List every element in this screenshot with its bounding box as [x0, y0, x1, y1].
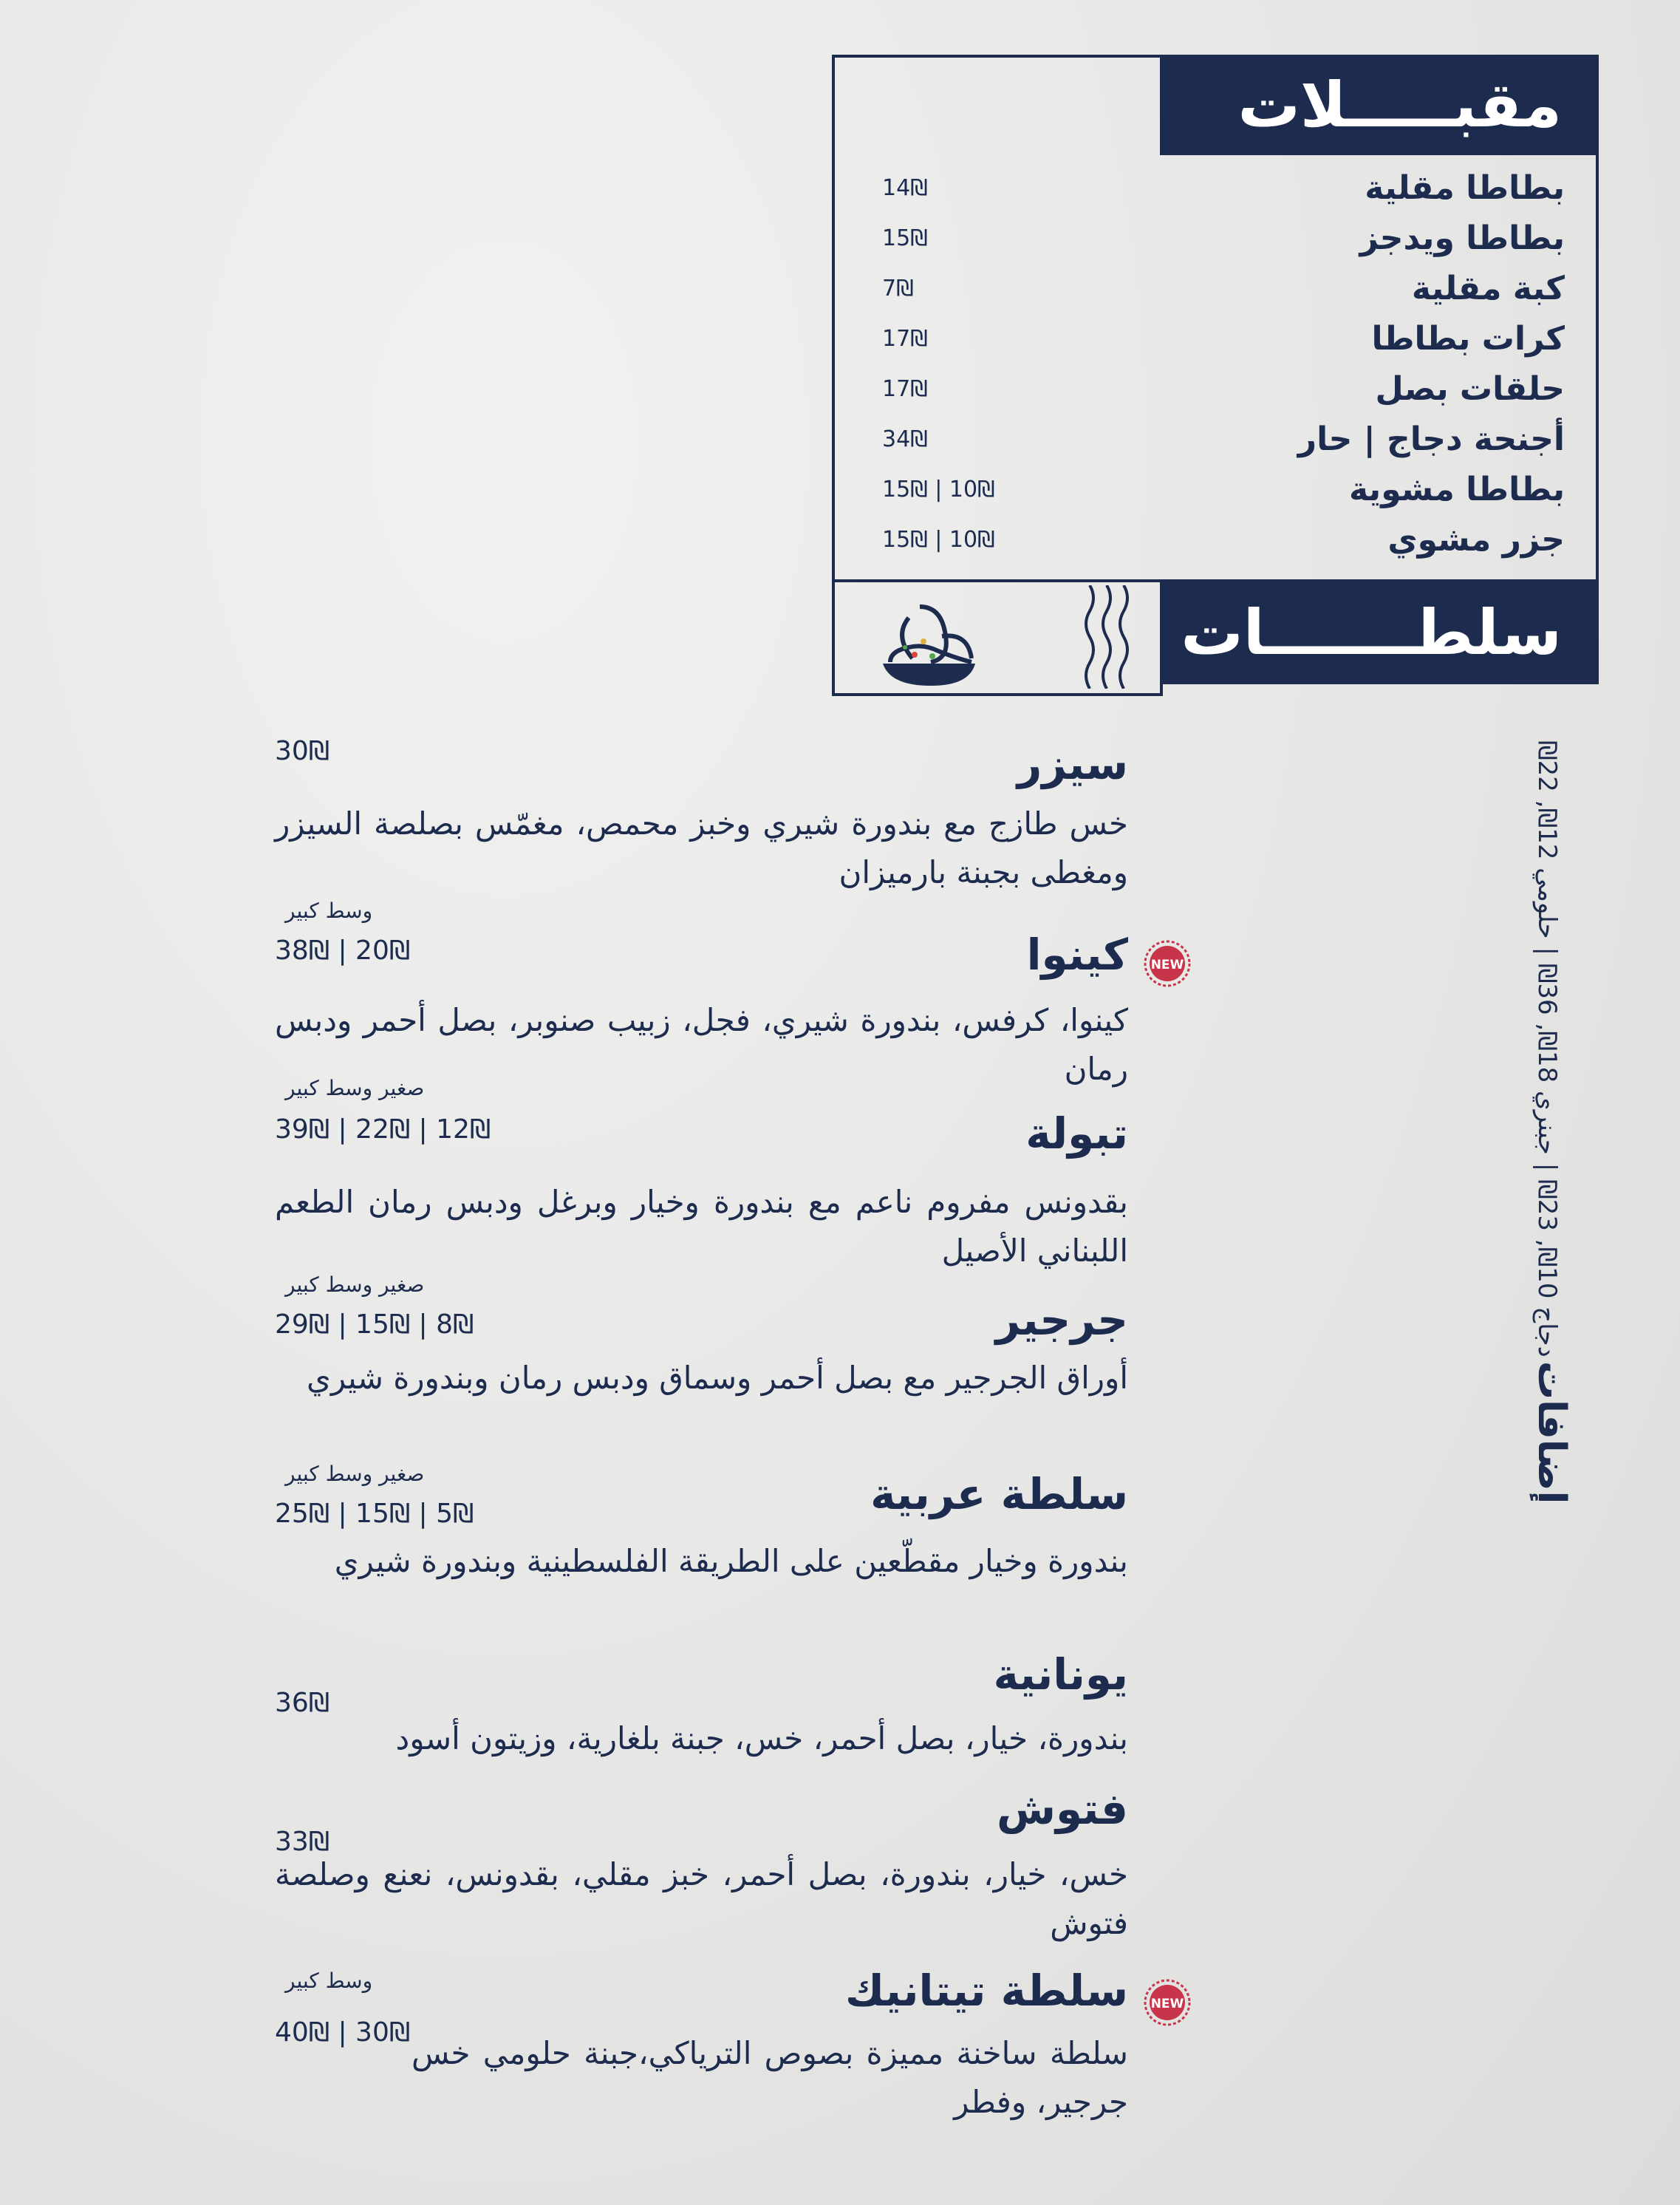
salad-bowl-icon	[879, 596, 983, 692]
appetizer-name: كرات بطاطا	[1371, 320, 1565, 358]
salad-description: بقدونس مفروم ناعم مع بندورة وخيار وبرغل ودبس رمان الطعم اللبناني الأصيل	[275, 1184, 1128, 1269]
appetizer-price: 17₪	[882, 326, 928, 352]
new-badge-text: NEW	[1150, 958, 1184, 972]
appetizer-name: بطاطا مقلية	[1365, 169, 1565, 207]
salad-name: تبولة	[1025, 1108, 1128, 1159]
salad-description: بندورة، خيار، بصل أحمر، خس، جبنة بلغارية، وزيتون أسود	[395, 1720, 1128, 1756]
size-labels: صغير وسط كبير	[285, 1272, 425, 1297]
salad-description: خس، خيار، بندورة، بصل أحمر، خبز مقلي، بقدونس، نعنع وصلصة فتوش	[275, 1856, 1128, 1941]
appetizer-name: بطاطا مشوية	[1349, 471, 1565, 508]
appetizers-title: مقبـــــلات	[1160, 55, 1599, 155]
salad-price: 40₪ | 30₪	[275, 2017, 411, 2048]
appetizer-item	[835, 265, 1565, 313]
appetizer-item	[835, 164, 1565, 213]
salad-price: 25₪ | 15₪ | 5₪	[275, 1499, 474, 1529]
extras-panel	[1529, 740, 1574, 1504]
wave-divider-icon	[1079, 585, 1138, 689]
appetizer-item	[835, 466, 1565, 514]
size-labels: وسط كبير	[285, 899, 373, 923]
salads-title: سلطـــــــات	[1160, 581, 1599, 684]
salad-name: سيزر	[1017, 739, 1128, 789]
salad-name: فتوش	[996, 1784, 1128, 1834]
appetizer-price: 15₪	[882, 225, 928, 251]
appetizer-name: أجنحة دجاج | حار	[1297, 420, 1565, 458]
salad-price: 36₪	[275, 1688, 330, 1718]
new-badge-icon	[1144, 1979, 1191, 2026]
size-labels: صغير وسط كبير	[285, 1462, 425, 1486]
salad-name: كينوا	[1026, 930, 1128, 980]
appetizer-item	[835, 365, 1565, 414]
salad-price: 39₪ | 22₪ | 12₪	[275, 1114, 491, 1145]
salad-price: 29₪ | 15₪ | 8₪	[275, 1309, 474, 1340]
salad-description: خس طازج مع بندورة شيري وخبز محمص، مغمّس بصلصة السيزر ومغطى بجبنة بارميزان	[275, 805, 1128, 890]
salad-description: سلطة ساخنة مميزة بصوص الترياكي،جبنة حلومي خس جرجير، وفطر	[412, 2035, 1128, 2120]
salad-name: يونانية	[993, 1649, 1128, 1700]
appetizer-item	[835, 214, 1565, 263]
appetizer-name: حلقات بصل	[1375, 370, 1565, 408]
salad-name: سلطة تيتانيك	[845, 1966, 1128, 2016]
extras-list: دجاج 10₪, 23₪ | جبنري 18₪, 36₪ | حلومي 12₪, 22₪	[1532, 740, 1562, 1357]
appetizer-name: كبة مقلية	[1411, 270, 1565, 307]
salad-price: 33₪	[275, 1827, 330, 1857]
appetizer-price: 14₪	[882, 175, 928, 201]
new-badge-text: NEW	[1150, 1997, 1184, 2011]
salad-name: سلطة عربية	[870, 1469, 1128, 1519]
appetizer-name: بطاطا ويدجز	[1359, 219, 1565, 257]
appetizer-item	[835, 415, 1565, 464]
appetizer-price: 15₪ | 10₪	[882, 477, 995, 502]
appetizer-name: جزر مشوي	[1387, 521, 1565, 559]
size-labels: صغير وسط كبير	[285, 1076, 425, 1100]
appetizer-item	[835, 315, 1565, 364]
salad-description: كينوا، كرفس، بندورة شيري، فجل، زبيب صنوبر، بصل أحمر ودبس رمان	[275, 1002, 1128, 1087]
salad-description: أوراق الجرجير مع بصل أحمر وسماق ودبس رمان وبندورة شيري	[306, 1360, 1128, 1396]
appetizer-price: 15₪ | 10₪	[882, 527, 995, 553]
appetizer-price: 34₪	[882, 426, 928, 452]
salad-price: 38₪ | 20₪	[275, 935, 411, 966]
salad-name: جرجير	[995, 1295, 1128, 1345]
appetizer-price: 17₪	[882, 376, 928, 402]
appetizer-item	[835, 516, 1565, 565]
salad-description: بندورة وخيار مقطّعين على الطريقة الفلسطينية وبندورة شيري	[334, 1543, 1128, 1579]
new-badge-icon	[1144, 940, 1191, 987]
size-labels: وسط كبير	[285, 1969, 373, 1993]
extras-title: إضافات	[1529, 1360, 1574, 1504]
salad-price: 30₪	[275, 736, 330, 766]
appetizer-price: 7₪	[882, 276, 914, 301]
